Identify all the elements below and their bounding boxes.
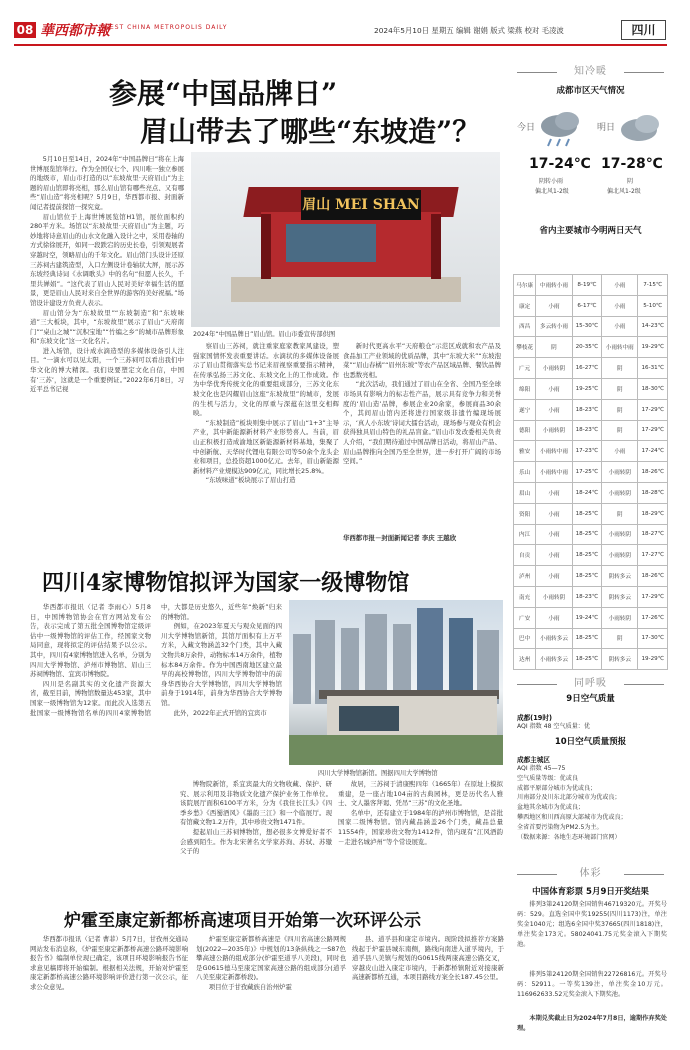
booth-pillar-right: [431, 214, 441, 279]
city-weather-cell: 攀枝花: [514, 337, 536, 358]
city-weather-cell: 小雨转中雨: [536, 441, 572, 462]
city-weather-cell: 达州: [514, 649, 536, 670]
photo2-caption: 四川大学博物馆新馆。图据四川大学博物馆: [318, 770, 438, 777]
city-weather-cell: 广元: [514, 358, 536, 379]
city-weather-cell: 16-31℃: [638, 358, 668, 379]
city-weather-cell: 阴: [602, 399, 638, 420]
article2-column2: [180, 780, 332, 898]
city-weather-cell: 中雨转小雨: [536, 275, 572, 296]
band-ticai: 体彩: [513, 864, 668, 884]
article1-headline-line2: 眉山带去了哪些“东坡造”？: [140, 115, 481, 148]
photo1-caption: 2024年“中国品牌日”眉山馆。眉山市委宣传部供图: [193, 331, 336, 338]
city-weather-cell: 15-30℃: [572, 316, 602, 337]
today-temp: 17-24℃: [529, 156, 591, 172]
city-weather-cell: 18-26℃: [638, 462, 668, 483]
city-weather-cell: 小雨转阴: [602, 545, 638, 566]
booth-screen: [286, 224, 376, 262]
paragraph: 5月10日至14日，2024年“中国品牌日”将在上海世博展览馆举行。作为全国仅七个、四川唯一独立参展的地级市，眉山市打造的以“东坡故里·天府眉山”为主题的眉山馆即将亮相，那么眉山馆有哪些亮点、又有哪些“眉山造”将亮相呢？5月9日，华西都市报、封面新闻记者提前探馆一探究竟。: [30, 155, 184, 211]
weather-column: [513, 52, 668, 1042]
city-weather-cell: 小雨转阴: [602, 524, 638, 545]
city-weather-cell: 7-15℃: [638, 275, 668, 296]
city-weather-cell: 小雨: [536, 482, 572, 503]
paragraph: 提起眉山三苏祠博物馆，想必很多文博爱好者不会感到陌生。作为北宋著名文学家苏洵、苏轼、苏辙父子的: [180, 827, 332, 856]
city-weather-cell: 小雨转阴: [536, 358, 572, 379]
city-weather-cell: 阴: [602, 503, 638, 524]
city-weather-cell: 18-23℃: [572, 420, 602, 441]
city-weather-cell: 17-30℃: [638, 628, 668, 649]
article1-headline-line1: 参展“中国品牌日”: [109, 77, 338, 110]
city-weather-cell: 17-27℃: [638, 545, 668, 566]
today-label: 今日: [517, 123, 536, 133]
article2-headline: 四川4家博物馆拟评为国家一级博物馆: [42, 570, 410, 596]
paragraph: “东坡味道”板块展示了眉山打造: [205, 476, 296, 485]
city-weather-row: [514, 316, 668, 337]
city-weather-cell: 14-23℃: [638, 316, 668, 337]
chengdu-aqi: AQI 指数 48 空气质量：优: [517, 723, 590, 730]
city-weather-cell: 17-29℃: [638, 399, 668, 420]
city-weather-cell: 德阳: [514, 420, 536, 441]
weather-title: 成都市区天气情况: [556, 86, 625, 96]
city-weather-cell: 阴: [602, 358, 638, 379]
tomorrow-label: 明日: [597, 123, 616, 133]
paragraph: 华西都市报讯（记者 李雨心）5月8日，中国博物馆协会在官方网站发布公告，表示完成了第五批全国博物馆定级评估中一级博物馆的评估工作，经国家文物局同意，现将拟定的评估结果予以公示。其中，四川有4家博物馆进入名单，分别为四川大学博物馆、泸州市博物馆、眉山三苏祠博物馆、宜宾市博物院。: [30, 603, 151, 679]
article1-column2: [193, 342, 339, 557]
city-weather-cell: 小雨转中雨: [602, 337, 638, 358]
tomorrow-temp: 17-28℃: [601, 156, 663, 172]
city-weather-row: [514, 628, 668, 649]
background-tower: [293, 634, 311, 704]
today-forecast: [517, 98, 591, 198]
city-weather-cell: 巴中: [514, 628, 536, 649]
tomorrow-desc: 阴: [627, 178, 634, 185]
paragraph: 察眉山三苏祠，就注重家庭家教家风建设，塑强家国情怀发表重要讲话。水滴状的多媒体设备展示了眉山贯彻落实总书记来眉视察重要指示精神，在传承弘扬三苏文化、东坡文化上的工作成效。作为中华优秀传统文化的重要组成部分，三苏文化东坡文化也是闪耀眉山这座“东坡故里”的城市，发展的生机与活力，文化的厚重与深蕴在这里交相辉映。: [193, 342, 339, 418]
city-weather-row: [514, 275, 668, 296]
city-weather-cell: 广安: [514, 607, 536, 628]
lottery-pl5: 排列5第24120期全国销售22726816元。开奖号码：52911。一等奖139注，单注奖金10万元。116962633.52元奖金滚入下期奖池。: [517, 971, 667, 998]
city-weather-cell: 小雨: [536, 524, 572, 545]
city-weather-row: [514, 295, 668, 316]
article3-column2: [196, 935, 346, 1035]
article1-column3: [343, 342, 501, 534]
city-weather-cell: 18-25℃: [572, 503, 602, 524]
city-weather-row: [514, 441, 668, 462]
article2-column3: [338, 780, 503, 898]
tomorrow-wind: 偏北风1-2级: [607, 188, 641, 195]
article3-headline: 炉霍至康定新都桥高速项目开始第一次环评公示: [64, 911, 421, 931]
band-zhilengnuan: 知冷暖: [513, 62, 668, 82]
city-weather-cell: 17-29℃: [638, 586, 668, 607]
meishan-pavilion-photo: [191, 152, 500, 327]
lottery-title: 中国体育彩票 5月9日开奖结果: [532, 887, 649, 897]
lottery-deadline: 本期兑奖截止日为2024年7月8日，逾期作弃奖处理。: [517, 1015, 667, 1032]
city-weather-cell: 20-35℃: [572, 337, 602, 358]
cities-weather-title: 省内主要城市今明两日天气: [539, 226, 642, 236]
section-tag: 四川: [621, 20, 666, 40]
city-weather-cell: 泸州: [514, 566, 536, 587]
paragraph: 故居，三苏祠于清康熙四年（1665年）在原址上模拟重建，是一座占地104亩的古典园林，更是历代名人雅士、文人墨客拜谒、凭吊“三苏”的文化圣地。: [338, 780, 503, 808]
paragraph: 博物院新馆，系宜宾最大的文物收藏、保护、研究、展示利用及非物质文化遗产保护业务工作单位。该院展厅面积6100平方米，分为《我住长江头》《四季乡愁》《西蜀酒风》《墨韵三江》和一个临展厅。现有馆藏文物1.2万件，其中珍贵文物1471件。: [180, 780, 332, 827]
city-weather-cell: 小雨: [602, 275, 638, 296]
article3-column1: [30, 935, 188, 1035]
paragraph: 新时代更高水平“天府粮仓”示范区成就和农产品及食品加工产业领域的优质品牌，其中“东坡大米”“东坡泡菜”“眉山春橘”“眉州东坡”等农产品区域品牌、餐饮品牌也悉数亮相。: [343, 342, 501, 379]
city-weather-cell: 17-25℃: [572, 462, 602, 483]
paragraph: “此次活动，我们通过了眉山在全省、全国乃至全球市场具有影响力的标志性产品，展示具有竞争力和美誉度的‘眉山造’品牌，参展企业20余家，参展商品30余个，其间眉山馆内还将进行国家级非遗竹编现场展示，‘真人小东坡’诗词大擂台活动，现场参与观众有机会获得独具眉山特色的礼品盲盒。”眉山市发改委相关负责人介绍，“我们期待通过中国品牌日活动，将眉山产品、眉山品牌推向全国乃至全世界，进一步打开广阔的市场空间。”: [343, 380, 501, 466]
city-weather-cell: 小雨转阴: [602, 462, 638, 483]
city-weather-cell: 19-24℃: [572, 607, 602, 628]
city-weather-cell: 马尔康: [514, 275, 536, 296]
cloud-icon: [617, 110, 665, 144]
city-weather-cell: 16-27℃: [572, 358, 602, 379]
city-weather-cell: 阴: [536, 337, 572, 358]
city-weather-cell: 17-29℃: [638, 420, 668, 441]
city-weather-cell: 阴转多云: [602, 586, 638, 607]
city-weather-cell: 小雨: [602, 441, 638, 462]
city-weather-cell: 自贡: [514, 545, 536, 566]
city-weather-cell: 阴: [602, 628, 638, 649]
city-weather-cell: 小雨转阴: [536, 586, 572, 607]
city-weather-cell: 17-26℃: [638, 607, 668, 628]
band-tonghuxi: 同呼吸: [513, 674, 668, 694]
city-weather-cell: 小雨: [536, 607, 572, 628]
article3-column3: [352, 935, 504, 1035]
city-weather-row: [514, 607, 668, 628]
paragraph: 华西都市报讯（记者 曹菲）5月7日，甘孜州交通局网站发布消息称，《炉霍至康定新都桥高速公路环境影响报告书》编制单位现已确定，该项目环境影响报告书征求意见稿即将开始编制。根据相关法规，开始对炉霍至康定新都桥高速公路环境影响评价进行第一次公示，征求公众意见。: [30, 935, 188, 991]
city-weather-cell: 内江: [514, 524, 536, 545]
paragraph: 例如，在2023年夏天与观众见面的四川大学博物馆新馆，其馆厅面积有上万平方米，入藏文物涵盖32个门类，其中入藏文物共8万余件，动物标本14万余件，植物标本84万余件。作为中国西南地区建立最早的高校博物馆，四川大学博物馆中的前身华西协合大学博物馆，四川大学博物馆前身于1914年，前身为华西协合大学博物馆。: [161, 622, 282, 707]
booth-floor: [231, 277, 461, 302]
paragraph: 项目位于甘孜藏族自治州炉霍: [208, 982, 292, 991]
paragraph: 四川是名副其实的文化遗产资源大省，截至目前，博物馆数量达453家，其中国家一级博物馆为12家。而此次入选第五批国家一级博物馆名单的四川4家博物馆中，大都是历史悠久，近些年“焕新”归来的博物馆。: [30, 603, 282, 717]
city-weather-cell: 小雨: [536, 295, 572, 316]
main-urban-label: 成都主城区: [517, 756, 550, 764]
city-weather-cell: 阴转多云: [602, 649, 638, 670]
city-weather-cell: 康定: [514, 295, 536, 316]
city-weather-cell: 阴转多云: [602, 566, 638, 587]
paragraph: 眉山馆位于上海世博展览馆H1馆，展位面积约280平方米。场馆以“东坡故里·天府眉山”为主题，巧妙地将诗意眉山的山水文化融入设计之中，采用卷轴的方式徐徐展开，如同一段跌宕的历史长卷，引领观展者穿越时空，领略眉山的千年文化。眉山馆门头设计还原三苏祠古建筑造型，入口左侧设计卷轴状大屏，展示苏东坡经典诗词《水调歌头》中的名句“但愿人长久，千里共婵娟”。“这代表了眉山人民对美好幸福生活的愿景，更是眉山人民对来自全世界的游客的美好祝福。”场馆设计建设方负责人表示。: [30, 212, 184, 307]
city-weather-cell: 南充: [514, 586, 536, 607]
city-weather-cell: 18-26℃: [638, 566, 668, 587]
paragraph: 此外，2022年正式开馆的宜宾市: [173, 708, 267, 717]
city-weather-cell: 小雨转多云: [536, 649, 572, 670]
museum-glass: [339, 706, 399, 731]
page-header: [0, 0, 690, 50]
newspaper-logo-en: WEST CHINA METROPOLIS DAILY: [103, 24, 228, 31]
booth-sign: 眉山 MEI SHAN: [301, 190, 421, 220]
city-weather-cell: 小雨: [536, 399, 572, 420]
today-desc: 阴转小雨: [539, 178, 564, 185]
city-weather-cell: 小雨: [536, 566, 572, 587]
city-weather-cell: 小雨: [602, 316, 638, 337]
city-weather-cell: 19-29℃: [638, 337, 668, 358]
city-weather-cell: 阴: [602, 420, 638, 441]
chengdu-aq-label: 成都(19时): [517, 714, 552, 722]
city-weather-cell: 18-25℃: [572, 524, 602, 545]
city-weather-cell: 18-24℃: [572, 482, 602, 503]
city-weather-cell: 18-25℃: [572, 628, 602, 649]
paragraph: 眉山馆分为“东坡故里”“东坡制造”和“东坡味道”三大板块，其中，“东坡故里”展示了眉山“天府南门”“桌山之城”“沉积宝地”“竹编之乡”的城市品牌形象和“东坡文化”这一文化名片。: [30, 308, 184, 346]
city-weather-cell: 多云转小雨: [536, 316, 572, 337]
city-weather-cell: 小雨: [536, 545, 572, 566]
city-weather-cell: 17-23℃: [572, 441, 602, 462]
city-weather-cell: 18-25℃: [572, 566, 602, 587]
dateline: 2024年5月10日 星期五 编辑 谢娟 版式 梁燕 校对 毛凌波: [374, 26, 564, 35]
city-weather-cell: 小雨转阴: [536, 420, 572, 441]
city-weather-cell: 小雨转阴: [602, 482, 638, 503]
city-weather-row: [514, 462, 668, 483]
city-weather-cell: 遂宁: [514, 399, 536, 420]
city-weather-cell: 19-29℃: [638, 649, 668, 670]
tomorrow-forecast: [593, 98, 667, 198]
city-weather-cell: 雅安: [514, 441, 536, 462]
aq-forecast-title: 10日空气质量预报: [554, 737, 627, 747]
paragraph: 进入场馆，设计成水滴造型的多媒体设备引人注目。“一滴水可以见太阳，一个三苏祠可以看出我们中华文化的博大精深。我们设要塑定文化自信，中国有‘三苏’，这就是一个重要例证。”2022年6月8日，习近平总书记视: [30, 346, 184, 394]
city-weather-row: [514, 649, 668, 670]
city-weather-cell: 小雨: [602, 295, 638, 316]
city-weather-cell: 18-29℃: [638, 503, 668, 524]
city-weather-cell: 眉山: [514, 482, 536, 503]
city-weather-row: [514, 378, 668, 399]
city-weather-row: [514, 399, 668, 420]
page-number: 08: [14, 22, 36, 38]
city-weather-row: [514, 482, 668, 503]
city-weather-row: [514, 358, 668, 379]
main-urban-aq: AQI 指数 45—75 空气质量等级：优或良 成都平原部分城市为优或良； 川南部分及川东北部分城市为优或良； 盆地其余城市为优或良； 攀西地区和川西高原大部城市为优或良； 全省首要污染物为PM2.5为主。 （数据来源：各地生态环境部门官网）: [517, 765, 627, 841]
city-weather-row: [514, 503, 668, 524]
paragraph: 名单中，还有建立于1984年的泸州市博物馆，是首批国家二级博物馆。馆内藏品涵盖26个门类，藏品总量11554件，国家珍贵文物为1412件，馆内现有“江风酒韵－走进名城泸州”等个常设展览。: [338, 808, 503, 846]
city-weather-cell: 18-23℃: [572, 399, 602, 420]
newspaper-logo: 華西都市報: [40, 23, 110, 39]
city-weather-cell: 6-17℃: [572, 295, 602, 316]
city-weather-cell: 18-25℃: [572, 649, 602, 670]
city-weather-cell: 西昌: [514, 316, 536, 337]
city-weather-cell: 8-19℃: [572, 275, 602, 296]
city-weather-row: [514, 337, 668, 358]
city-weather-row: [514, 586, 668, 607]
city-weather-row: [514, 545, 668, 566]
aq-title: 9日空气质量: [566, 694, 615, 704]
city-weather-cell: 乐山: [514, 462, 536, 483]
city-weather-cell: 18-25℃: [572, 545, 602, 566]
city-weather-cell: 19-25℃: [572, 378, 602, 399]
paragraph: 炉霍至康定新都桥高速是《四川省高速公路网规划(2022—2035年)》中规划的13条纵线之一S87色攀高速公路的组成部分(炉霍至道孚八美段)，同时也是G0615德马至康定国家高速公路的组成部分(道孚八美至康定新都桥段)。: [196, 935, 346, 982]
city-weather-cell: 小雨: [536, 378, 572, 399]
city-weather-cell: 小雨转多云: [536, 628, 572, 649]
article1-column1: [30, 155, 184, 555]
city-weather-cell: 小雨: [536, 503, 572, 524]
city-weather-cell: 资阳: [514, 503, 536, 524]
city-weather-cell: 18-30℃: [638, 378, 668, 399]
paragraph: “东坡制造”板块则集中展示了眉山“1+3”主导产业，其中新能源新材料产业形势喜人。当前，眉山正积极打造成渝地区新能源新材料基地，集聚了中创新航、天华时代锂电有限公司等50余个龙头企业和项目，总投资超1000亿元。去年，眉山新能源新材料产业规模达909亿元，同比增长25.8%。: [193, 418, 339, 475]
city-weather-cell: 18-27℃: [638, 524, 668, 545]
cities-weather-table: [513, 274, 668, 670]
article1-byline: 华西都市报－封面新闻记者 李庆 王越欣: [343, 534, 457, 542]
rain-cloud-icon: [537, 108, 585, 150]
header-rule: [14, 44, 667, 46]
paragraph: 县、道孚县和康定市境内。现阶段拟推荐方案路线起于炉霍县城东南侧，路线向南进入道孚境内，于道孚县八美镇与规划的G0615线两康高速公路交叉，穿越皮山进入康定市境内，于新都桥镇附近对接康新高速新都桥互通，本项目路线方案全长187.45公里。: [352, 935, 504, 982]
lawn: [289, 735, 503, 765]
city-weather-cell: 阴: [602, 378, 638, 399]
lottery-pl3: 排列3第24120期全国销售46719320元。开奖号码：529。直选全国中奖19255(四川1173)注，单注奖金1040元；组选6全国中奖37665(四川1818)注，单注奖金173元。58024041.75元奖金滚入下期奖池。: [517, 901, 667, 948]
city-weather-cell: 5-10℃: [638, 295, 668, 316]
booth-pillar-left: [261, 214, 271, 279]
sichuan-university-museum-photo: [289, 600, 503, 765]
today-wind: 偏北风1-2级: [535, 188, 569, 195]
city-weather-cell: 小雨转阴: [602, 607, 638, 628]
city-weather-cell: 17-24℃: [638, 441, 668, 462]
city-weather-cell: 18-23℃: [572, 586, 602, 607]
city-weather-row: [514, 566, 668, 587]
city-weather-row: [514, 524, 668, 545]
city-weather-cell: 18-28℃: [638, 482, 668, 503]
city-weather-cell: 小雨转中雨: [536, 462, 572, 483]
city-weather-row: [514, 420, 668, 441]
city-weather-cell: 绵阳: [514, 378, 536, 399]
